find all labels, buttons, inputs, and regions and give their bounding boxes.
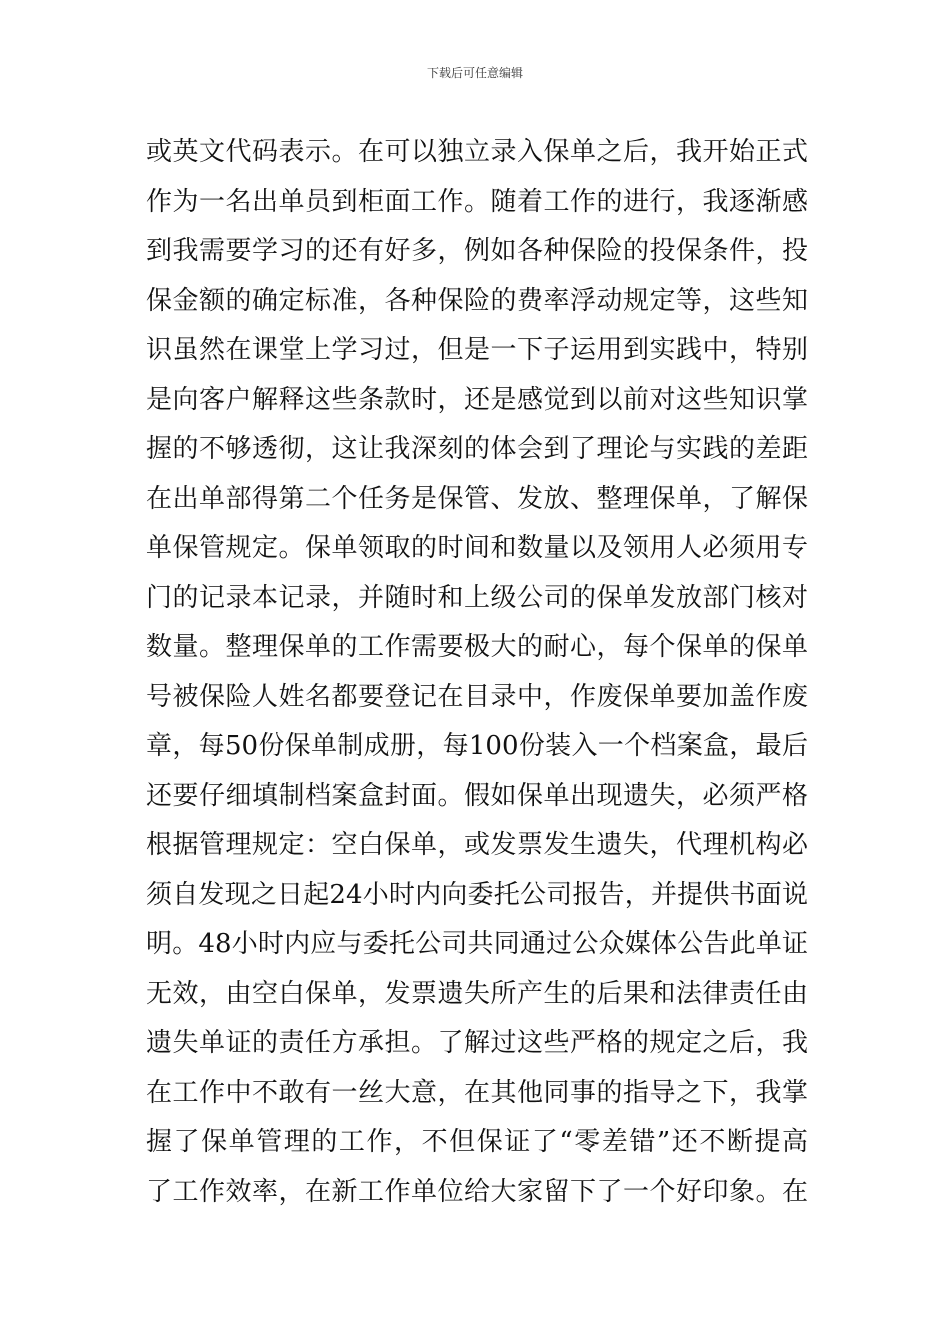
text-line: 号被保险人姓名都要登记在目录中，作废保单要加盖作废 [146, 681, 808, 712]
text-line: 遗失单证的责任方承担。了解过这些严格的规定之后，我 [146, 1028, 808, 1058]
text-line: 无效，由空白保单，发票遗失所产生的后果和法律责任由 [146, 978, 808, 1009]
body-paragraph [146, 128, 808, 1217]
text-line: 握的不够透彻，这让我深刻的体会到了理论与实践的差距 [146, 434, 808, 464]
text-line: 是向客户解释这些条款时，还是感觉到以前对这些知识掌 [146, 384, 808, 415]
text-line: 还要仔细填制档案盒封面。假如保单出现遗失，必须严格 [146, 780, 808, 811]
text-line: 数量。整理保单的工作需要极大的耐心，每个保单的保单 [146, 632, 808, 662]
text-line: 门的记录本记录，并随时和上级公司的保单发放部门核对 [146, 582, 808, 613]
text-line: 握了保单管理的工作，不但保证了“零差错”还不断提高 [146, 1127, 808, 1157]
text-line: 到我需要学习的还有好多，例如各种保险的投保条件，投 [146, 236, 808, 266]
text-line: 在工作中不敢有一丝大意，在其他同事的指导之下，我掌 [146, 1077, 808, 1108]
text-line: 识虽然在课堂上学习过，但是一下子运用到实践中，特别 [146, 335, 808, 365]
text-line: 根据管理规定：空白保单，或发票发生遗失，代理机构必 [146, 830, 808, 860]
text-line: 了工作效率，在新工作单位给大家留下了一个好印象。在 [146, 1176, 808, 1207]
text-line: 单保管规定。保单领取的时间和数量以及领用人必须用专 [146, 533, 808, 563]
text-line: 保金额的确定标准，各种保险的费率浮动规定等，这些知 [146, 285, 808, 316]
text-line: 作为一名出单员到柜面工作。随着工作的进行，我逐渐感 [146, 186, 808, 217]
text-line: 或英文代码表示。在可以独立录入保单之后，我开始正式 [146, 137, 808, 167]
text-line: 在出单部得第二个任务是保管、发放、整理保单，了解保 [146, 483, 808, 514]
text-line: 章，每50份保单制成册，每100份装入一个档案盒，最后 [146, 731, 808, 761]
page-header: 下载后可任意编辑 [426, 66, 523, 80]
text-line: 明。48小时内应与委托公司共同通过公众媒体公告此单证 [146, 929, 808, 959]
text-line: 须自发现之日起24小时内向委托公司报告，并提供书面说 [146, 879, 808, 910]
